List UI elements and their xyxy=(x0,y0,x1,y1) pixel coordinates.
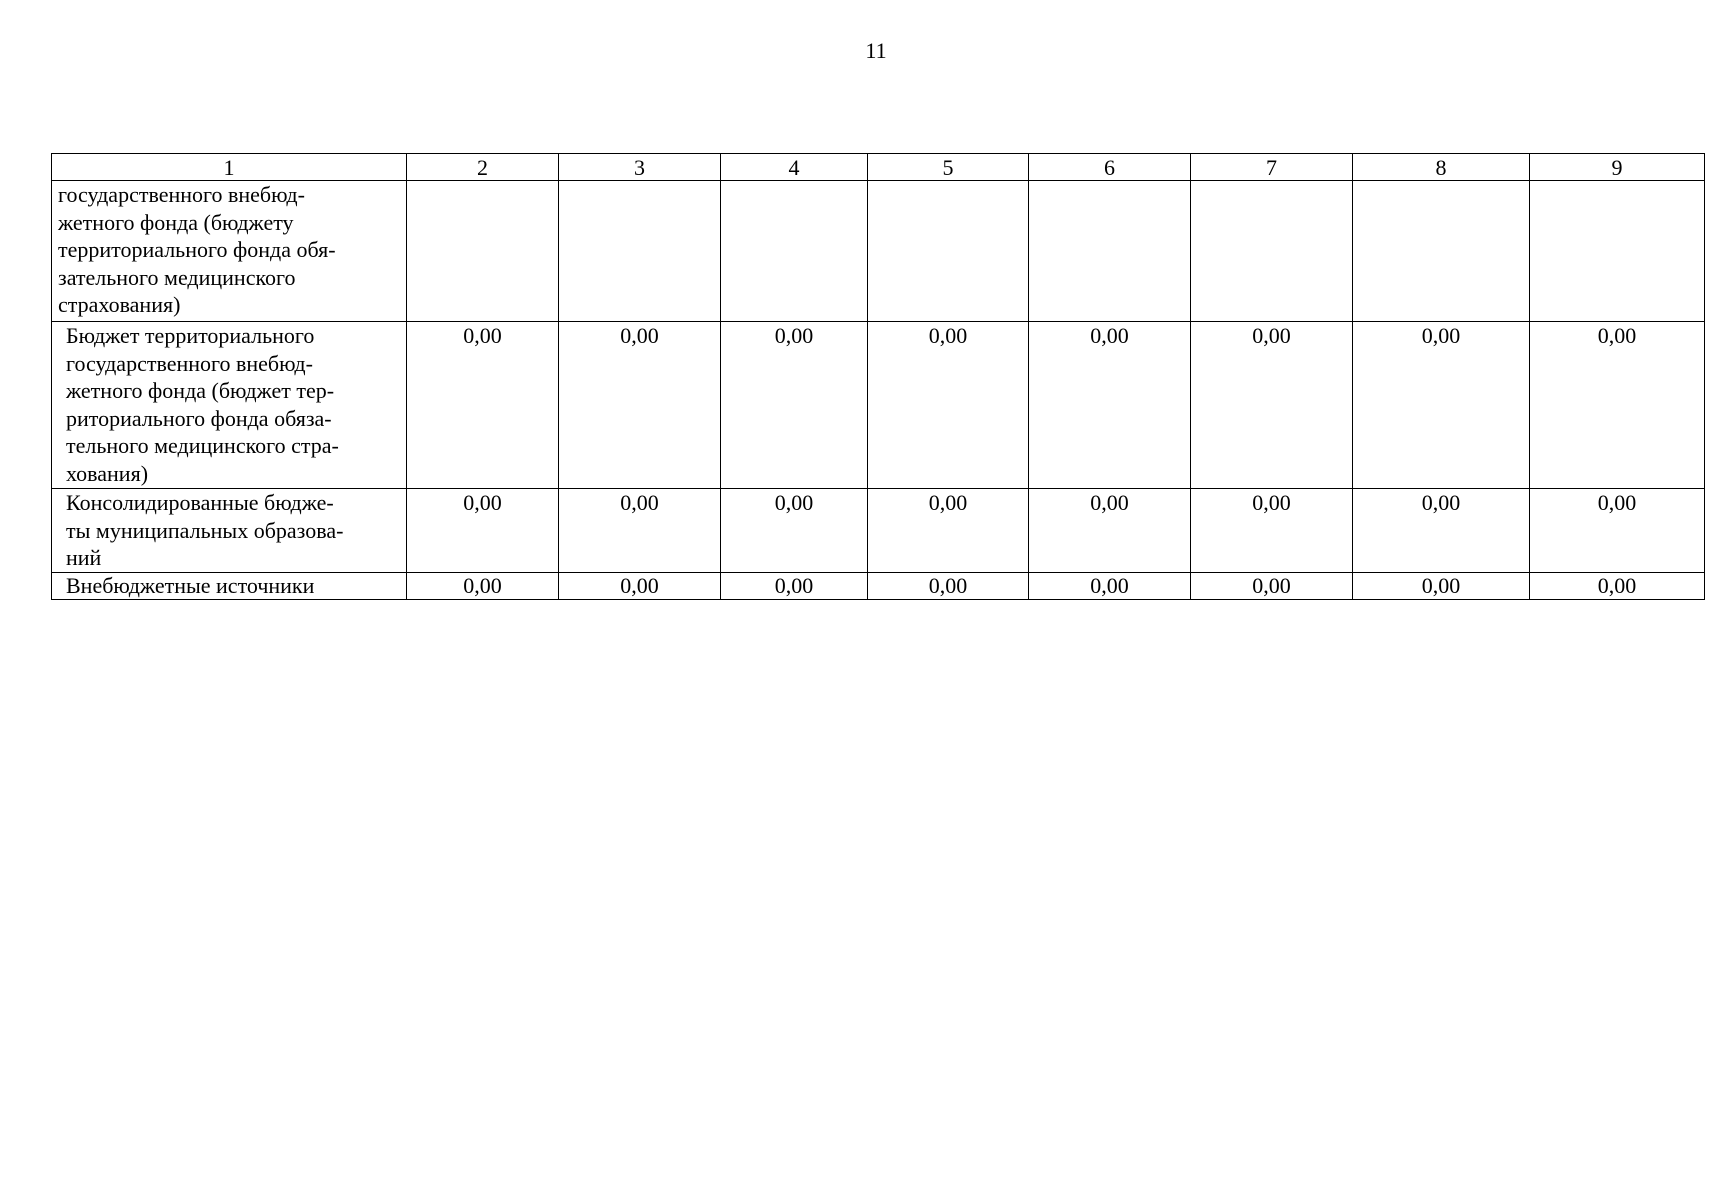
value-cell: 0,00 xyxy=(721,322,868,489)
value-cell: 0,00 xyxy=(1191,322,1353,489)
value-cell: 0,00 xyxy=(868,489,1029,573)
value-cell xyxy=(407,181,559,322)
value-cell: 0,00 xyxy=(868,573,1029,600)
value-cell xyxy=(868,181,1029,322)
column-header: 7 xyxy=(1191,154,1353,181)
column-header: 5 xyxy=(868,154,1029,181)
column-header: 2 xyxy=(407,154,559,181)
value-cell: 0,00 xyxy=(1029,489,1191,573)
row-label xyxy=(52,181,407,322)
row-label xyxy=(52,489,407,573)
column-header: 1 xyxy=(52,154,407,181)
row-label-line: государственного внебюд- xyxy=(58,182,305,207)
value-cell: 0,00 xyxy=(559,489,721,573)
column-header: 3 xyxy=(559,154,721,181)
value-cell: 0,00 xyxy=(407,322,559,489)
page-number: 11 xyxy=(865,38,887,63)
value-cell: 0,00 xyxy=(559,573,721,600)
table-header-row xyxy=(52,154,1705,181)
table-row xyxy=(52,181,1705,322)
table-row xyxy=(52,322,1705,489)
row-label-line: ний xyxy=(66,545,102,570)
value-cell xyxy=(1191,181,1353,322)
value-cell: 0,00 xyxy=(1029,573,1191,600)
row-label-line: жетного фонда (бюджету xyxy=(58,209,294,235)
value-cell: 0,00 xyxy=(1530,489,1705,573)
column-header: 4 xyxy=(721,154,868,181)
row-label-line: риториального фонда обяза- xyxy=(66,405,332,431)
value-cell: 0,00 xyxy=(1530,573,1705,600)
column-header: 6 xyxy=(1029,154,1191,181)
value-cell: 0,00 xyxy=(1353,322,1530,489)
value-cell: 0,00 xyxy=(868,322,1029,489)
value-cell: 0,00 xyxy=(1029,322,1191,489)
row-label xyxy=(52,322,407,489)
row-label-line: хования) xyxy=(66,460,149,486)
value-cell xyxy=(721,181,868,322)
value-cell: 0,00 xyxy=(721,573,868,600)
table-row xyxy=(52,489,1705,573)
value-cell: 0,00 xyxy=(559,322,721,489)
row-label-line: государственного внебюд- xyxy=(66,350,313,376)
row-label-line: жетного фонда (бюджет тер- xyxy=(66,378,335,403)
row-label-line: тельного медицинского стра- xyxy=(66,433,339,458)
value-cell: 0,00 xyxy=(721,489,868,573)
row-label-line: Внебюджетные источники xyxy=(66,573,315,598)
value-cell xyxy=(1353,181,1530,322)
value-cell: 0,00 xyxy=(1353,489,1530,573)
row-label-line: страхования) xyxy=(58,292,181,317)
value-cell xyxy=(1530,181,1705,322)
column-header: 8 xyxy=(1353,154,1530,181)
value-cell xyxy=(559,181,721,322)
row-label-line: Бюджет территориального xyxy=(66,323,315,348)
value-cell: 0,00 xyxy=(1191,573,1353,600)
table-row xyxy=(52,573,1705,600)
row-label-line: территориального фонда обя- xyxy=(58,237,336,262)
value-cell: 0,00 xyxy=(1530,322,1705,489)
value-cell: 0,00 xyxy=(407,489,559,573)
column-header: 9 xyxy=(1530,154,1705,181)
row-label-line: Консолидированные бюдже- xyxy=(66,490,334,515)
budget-table xyxy=(51,153,1705,600)
row-label-line: ты муниципальных образова- xyxy=(66,517,344,543)
value-cell: 0,00 xyxy=(407,573,559,600)
value-cell xyxy=(1029,181,1191,322)
row-label xyxy=(52,573,407,600)
value-cell: 0,00 xyxy=(1191,489,1353,573)
row-label-line: зательного медицинского xyxy=(58,264,296,290)
value-cell: 0,00 xyxy=(1353,573,1530,600)
